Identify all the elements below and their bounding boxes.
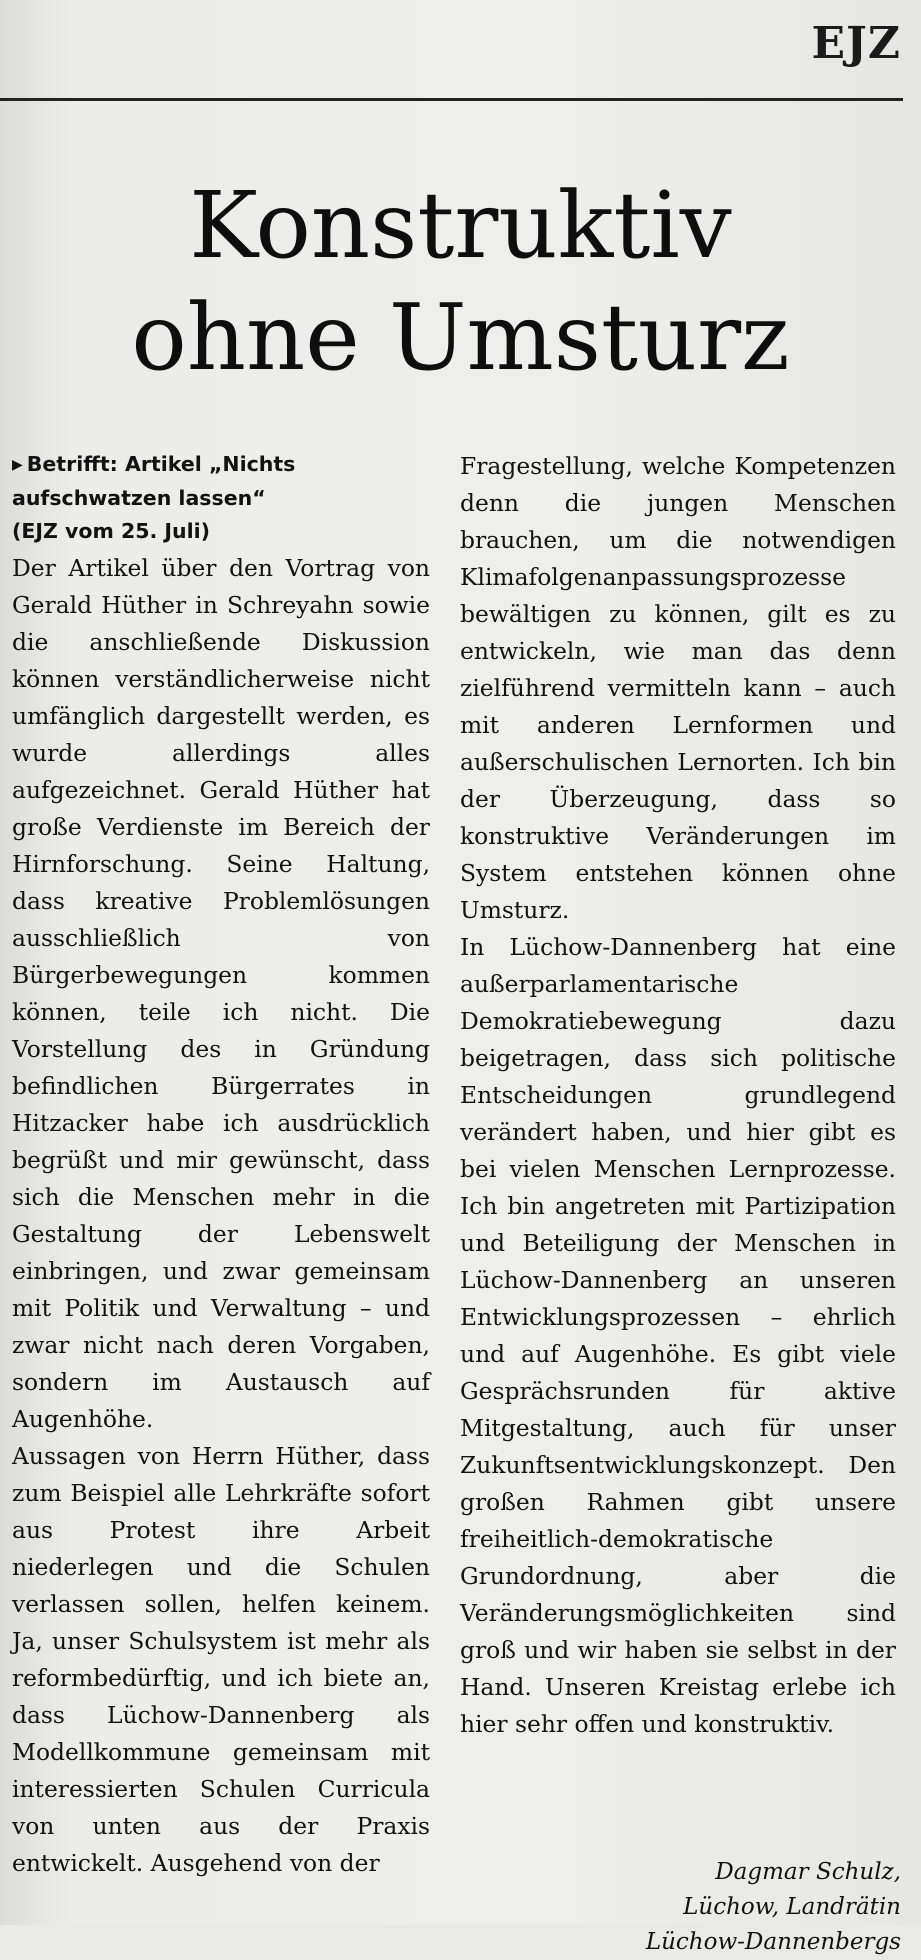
- triangle-icon: ▶: [12, 457, 23, 473]
- article-column-left: [12, 448, 430, 1882]
- author-signature: [646, 1855, 901, 1960]
- reference-box: [12, 448, 430, 548]
- article-headline: [0, 170, 921, 394]
- signature-place: Lüchow, Landrätin: [683, 1894, 901, 1920]
- headline-line-2: ohne Umsturz: [131, 284, 790, 391]
- paragraph-1: Der Artikel über den Vortrag von Gerald Hüther in Schreyahn sowie die anschließende Diskussion können verständlicherweise nicht umfänglich dargestellt werden, es wurde allerdings alles aufgezeichnet. Gerald Hüther hat große Verdienste im Bereich der Hirnforschung. Seine Haltung, dass kreative Problemlösungen ausschließlich von Bürgerbewegungen kommen können, teile ich nicht. Die Vorstellung des in Gründung befindlichen Bürgerrates in Hitzacker habe ich ausdrücklich begrüßt und mir gewünscht, dass sich die Menschen mehr in die Gestaltung der Lebenswelt einbringen, und zwar gemeinsam mit Politik und Verwaltung – und zwar nicht nach deren Vorgaben, sondern im Austausch auf Augenhöhe.: [12, 554, 430, 1433]
- paragraph-3: In Lüchow-Dannenberg hat eine außerparlamentarische Demokratiebewegung dazu beigetragen, dass sich politische Entscheidungen grundlegend verändert haben, und hier gibt es bei vielen Menschen Lernprozesse. Ich bin angetreten mit Partizipation und Beteiligung der Menschen in Lüchow-Dannenberg an unseren Entwicklungsprozessen – ehrlich und auf Augenhöhe. Es gibt viele Gesprächsrunden für aktive Mitgestaltung, auch für unser Zukunftsentwicklungskonzept. Den großen Rahmen gibt unsere freiheitlich-demokratische Grundordnung, aber die Veränderungsmöglichkeiten sind groß und wir haben sie selbst in der Hand. Unseren Kreistag erlebe ich hier sehr offen und konstruktiv.: [460, 933, 896, 1738]
- signature-district: Lüchow-Dannenbergs: [645, 1929, 901, 1955]
- article-column-right: [460, 448, 896, 1743]
- paragraph-2: Aussagen von Herrn Hüther, dass zum Beispiel alle Lehrkräfte sofort aus Protest ihre Arbeit niederlegen und die Schulen verlassen sollen, helfen keinem. Ja, unser Schulsystem ist mehr als reformbedürftig, und ich biete an, dass Lüchow-Dannenberg als Modellkommune gemeinsam mit interessierten Schulen Curricula von unten aus der Praxis entwickelt. Ausgehend von der: [12, 1442, 430, 1877]
- paragraph-2-continued: Fragestellung, welche Kompetenzen denn die jungen Menschen brauchen, um die notwendigen Klimafolgenanpassungsprozesse bewältigen zu können, gilt es zu entwickeln, wie man das denn zielführend vermitteln kann – auch mit anderen Lernformen und außerschulischen Lernorten. Ich bin der Überzeugung, dass so konstruktive Veränderungen im System entstehen können ohne Umsturz.: [460, 452, 896, 924]
- reference-line-2: aufschwatzen lassen“: [12, 486, 266, 510]
- masthead-logo: EJZ: [811, 18, 901, 69]
- headline-line-1: Konstruktiv: [189, 172, 732, 279]
- signature-name: Dagmar Schulz,: [715, 1859, 901, 1885]
- masthead-rule: [0, 98, 903, 101]
- reference-line-1: Betrifft: Artikel „Nichts: [26, 452, 296, 476]
- reference-line-3: (EJZ vom 25. Juli): [12, 519, 211, 543]
